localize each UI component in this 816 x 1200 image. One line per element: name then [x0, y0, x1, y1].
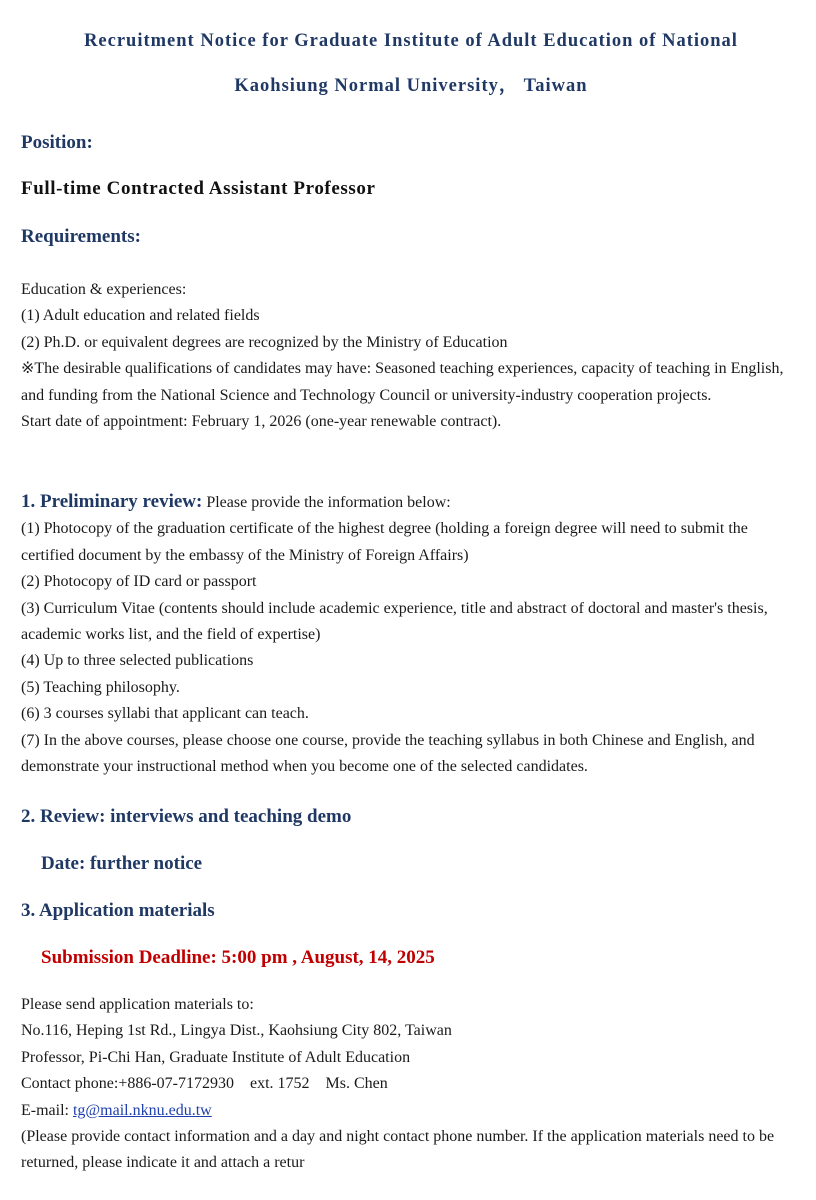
requirements-heading: Requirements:	[21, 226, 141, 247]
application-heading: 3. Application materials	[21, 900, 215, 921]
submission-deadline: Submission Deadline: 5:00 pm , August, 14, 2025	[41, 947, 435, 968]
review-heading: 2. Review: interviews and teaching demo	[21, 806, 352, 827]
requirements-start-date: Start date of appointment: February 1, 2026 (one-year renewable contract).	[21, 413, 502, 431]
document-title-line-1: Recruitment Notice for Graduate Institute of Adult Education of National	[84, 31, 738, 51]
requirements-qualifications: ※The desirable qualifications of candidates may have: Seasoned teaching experiences, capacity of teaching in English, and funding from the National Science and Technology Council or university-industry cooperation projects.	[21, 360, 784, 404]
send-to-label: Please send application materials to:	[21, 996, 254, 1013]
requirements-line: (1) Adult education and related fields	[21, 307, 260, 325]
application-contact-block	[21, 992, 801, 1177]
preliminary-item: (4) Up to three selected publications	[21, 652, 254, 670]
preliminary-item: (1) Photocopy of the graduation certificate of the highest degree (holding a foreign degree will need to submit the certified document by the embassy of the Ministry of Foreign Affairs)	[21, 520, 748, 564]
contact-phone: Contact phone:+886-07-7172930 ext. 1752 Ms. Chen	[21, 1075, 388, 1093]
requirements-line: (2) Ph.D. or equivalent degrees are recognized by the Ministry of Education	[21, 333, 508, 351]
preliminary-review-heading: 1. Preliminary review:	[21, 491, 203, 512]
application-note: (Please provide contact information and a day and night contact phone number. If the application materials need to be returned, please indicate it and attach a retur	[21, 1128, 775, 1172]
position-heading: Position:	[21, 132, 93, 153]
position-title: Full-time Contracted Assistant Professor	[21, 178, 376, 199]
review-date: Date: further notice	[41, 853, 203, 874]
preliminary-item: (7) In the above courses, please choose one course, provide the teaching syllabus in both Chinese and English, and demonstrate your instructional method when you become one of the selected candidates.	[21, 731, 755, 776]
requirements-line: Education & experiences:	[21, 281, 187, 298]
preliminary-item: (2) Photocopy of ID card or passport	[21, 573, 257, 591]
preliminary-item: (5) Teaching philosophy.	[21, 678, 180, 696]
preliminary-item: (3) Curriculum Vitae (contents should include academic experience, title and abstract of doctoral and master's thesis, academic works list, and the field of expertise)	[21, 599, 768, 644]
email-label: E-mail:	[21, 1101, 73, 1119]
requirements-list	[21, 277, 801, 435]
preliminary-review-section	[21, 489, 801, 780]
email-link[interactable]: tg@mail.nknu.edu.tw	[72, 1101, 212, 1119]
preliminary-review-heading-line	[21, 489, 801, 516]
recipient: Professor, Pi-Chi Han, Graduate Institute of Adult Education	[21, 1048, 411, 1066]
document-title-line-2: Kaohsiung Normal University， Taiwan	[234, 76, 588, 96]
preliminary-review-intro: Please provide the information below:	[202, 494, 451, 511]
mailing-address: No.116, Heping 1st Rd., Lingya Dist., Kaohsiung City 802, Taiwan	[21, 1022, 452, 1040]
email-line	[21, 1098, 801, 1124]
preliminary-item: (6) 3 courses syllabi that applicant can teach.	[21, 705, 309, 723]
